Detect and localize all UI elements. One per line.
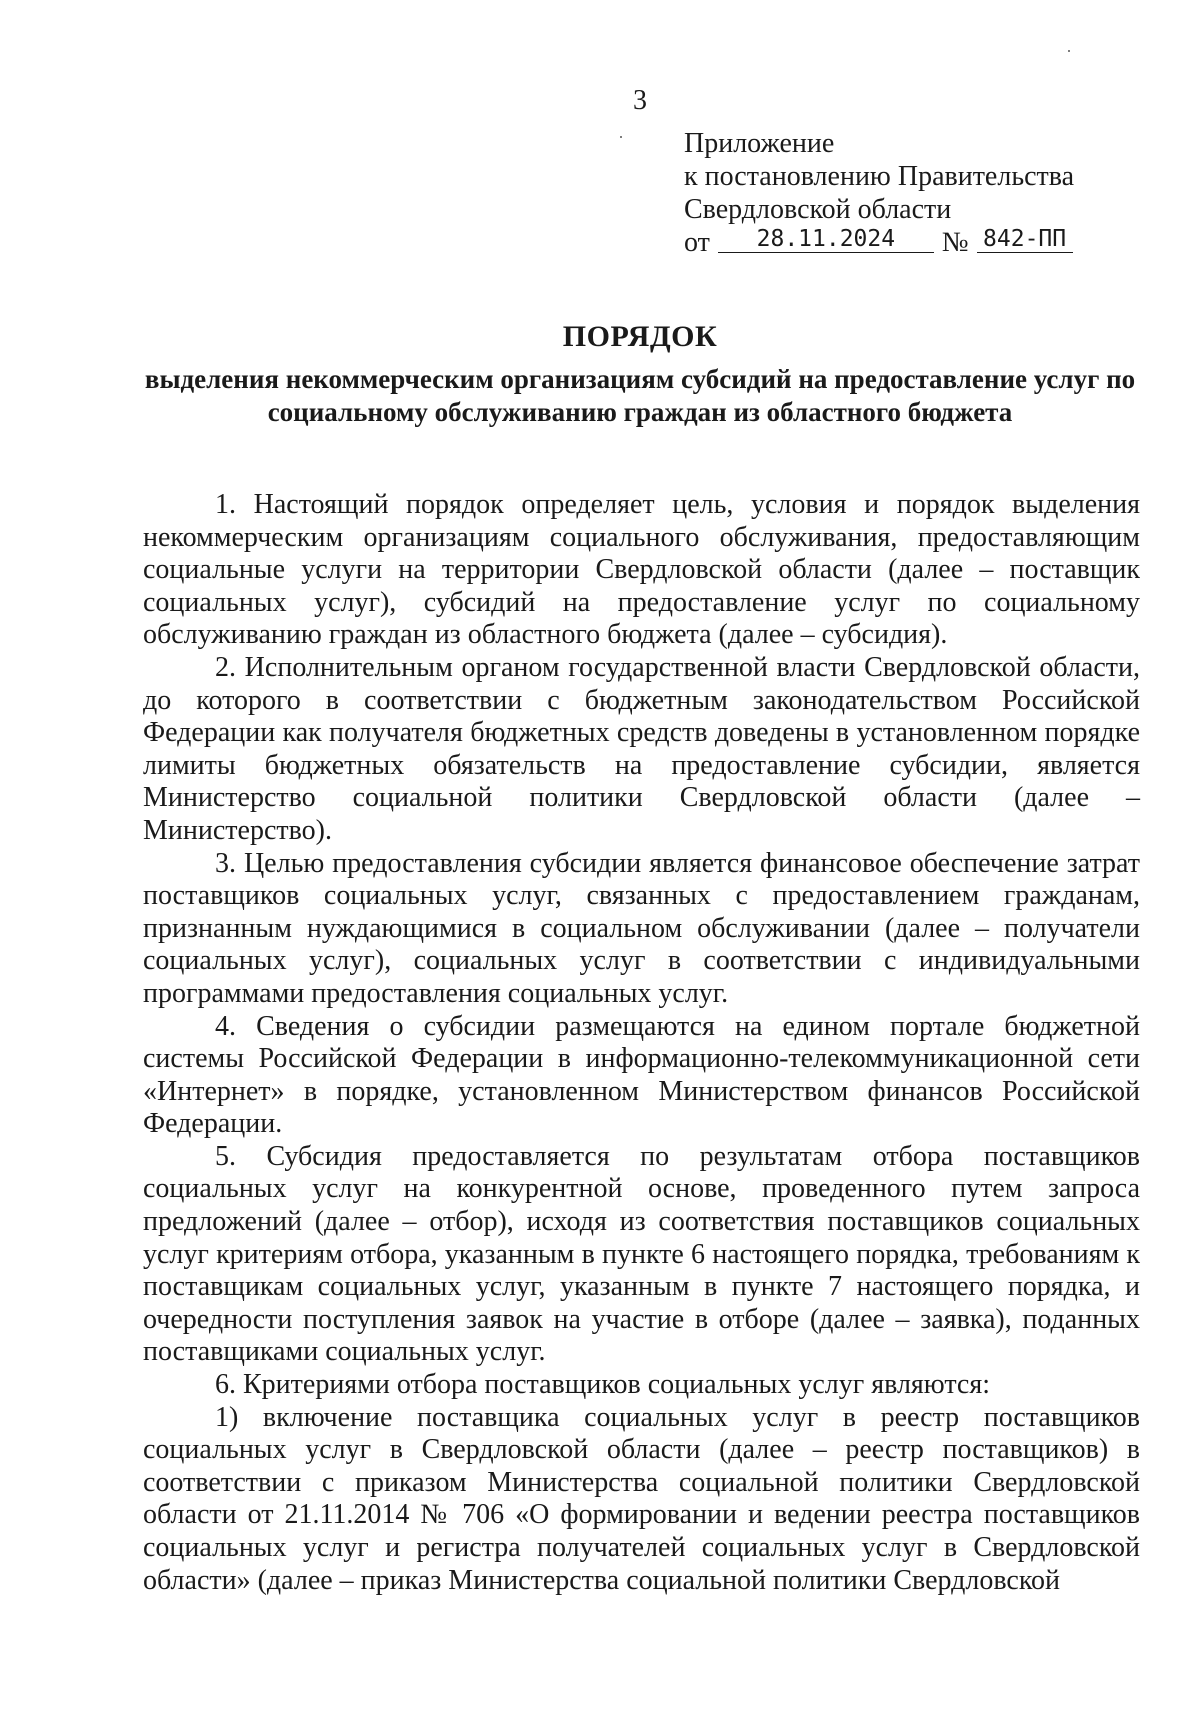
paragraph-6-item-1: 1) включение поставщика социальных услуг в реестр поставщиков социальных услуг в Свердловской области (далее – реестр поставщиков) в соответствии с приказом Министерства социальной политики Свердловской области от 21.11.2014 № 706 «О формировании и ведении реестра поставщиков социальных услуг и регистра получателей социальных услуг в Свердловской области» (далее – приказ Министерства социальной политики Свердловской xyxy=(143,1401,1140,1596)
paragraph-6: 6. Критериями отбора поставщиков социальных услуг являются: xyxy=(215,1369,991,1401)
document-title: ПОРЯДОК xyxy=(562,320,718,353)
number-sign: № xyxy=(941,227,969,258)
resolution-reference xyxy=(684,226,1074,259)
resolution-date: 28.11.2024 xyxy=(718,227,934,253)
page-number: 3 xyxy=(633,85,647,116)
appendix-header xyxy=(684,127,1074,259)
paragraph-3: 3. Целью предоставления субсидии является финансовое обеспечение затрат поставщиков социальных услуг, связанных с предоставлением гражданам, признанным нуждающимися в социальном обслуживании (далее – получатели социальных услуг), социальных услуг в соответствии с индивидуальными программами предоставления социальных услуг. xyxy=(143,847,1140,1009)
scan-speck xyxy=(1068,50,1070,52)
appendix-line: Приложение xyxy=(684,128,835,159)
document-subtitle: выделения некоммерческим организациям субсидий на предоставление услуг по социальному обслуживанию граждан из областного бюджета xyxy=(144,364,1136,427)
document-title-block xyxy=(140,320,1140,429)
appendix-line: к постановлению Правительства xyxy=(684,161,1075,192)
resolution-number: 842-ПП xyxy=(977,227,1073,253)
appendix-line: Свердловской области xyxy=(684,194,952,225)
paragraph-4: 4. Сведения о субсидии размещаются на едином портале бюджетной системы Российской Федерации в информационно-телекоммуникационной сети «Интернет» в порядке, установленном Министерством финансов Российской Федерации. xyxy=(143,1010,1140,1140)
paragraph-1: 1. Настоящий порядок определяет цель, условия и порядок выделения некоммерческим организациям социального обслуживания, предоставляющим социальные услуги на территории Свердловской области (далее – поставщик социальных услуг), субсидий на предоставление услуг по социальному обслуживанию граждан из областного бюджета (далее – субсидия). xyxy=(143,489,1140,651)
paragraph-5: 5. Субсидия предоставляется по результатам отбора поставщиков социальных услуг на конкурентной основе, проведенного путем запроса предложений (далее – отбор), исходя из соответствия поставщиков социальных услуг критериям отбора, указанным в пункте 6 настоящего порядка, требованиям к поставщикам социальных услуг, указанным в пункте 7 настоящего порядка, и очередности поступления заявок на участие в отборе (далее – заявка), поданных поставщиками социальных услуг. xyxy=(143,1140,1140,1368)
date-prefix: от xyxy=(684,227,710,258)
scan-speck xyxy=(620,136,622,138)
document-body xyxy=(143,489,1140,1597)
paragraph-2: 2. Исполнительным органом государственной власти Свердловской области, до которого в соответствии с бюджетным законодательством Российской Федерации как получателя бюджетных средств доведены в установленном порядке лимиты бюджетных обязательств на предоставление субсидии, является Министерство социальной политики Свердловской области (далее – Министерство). xyxy=(143,651,1140,846)
